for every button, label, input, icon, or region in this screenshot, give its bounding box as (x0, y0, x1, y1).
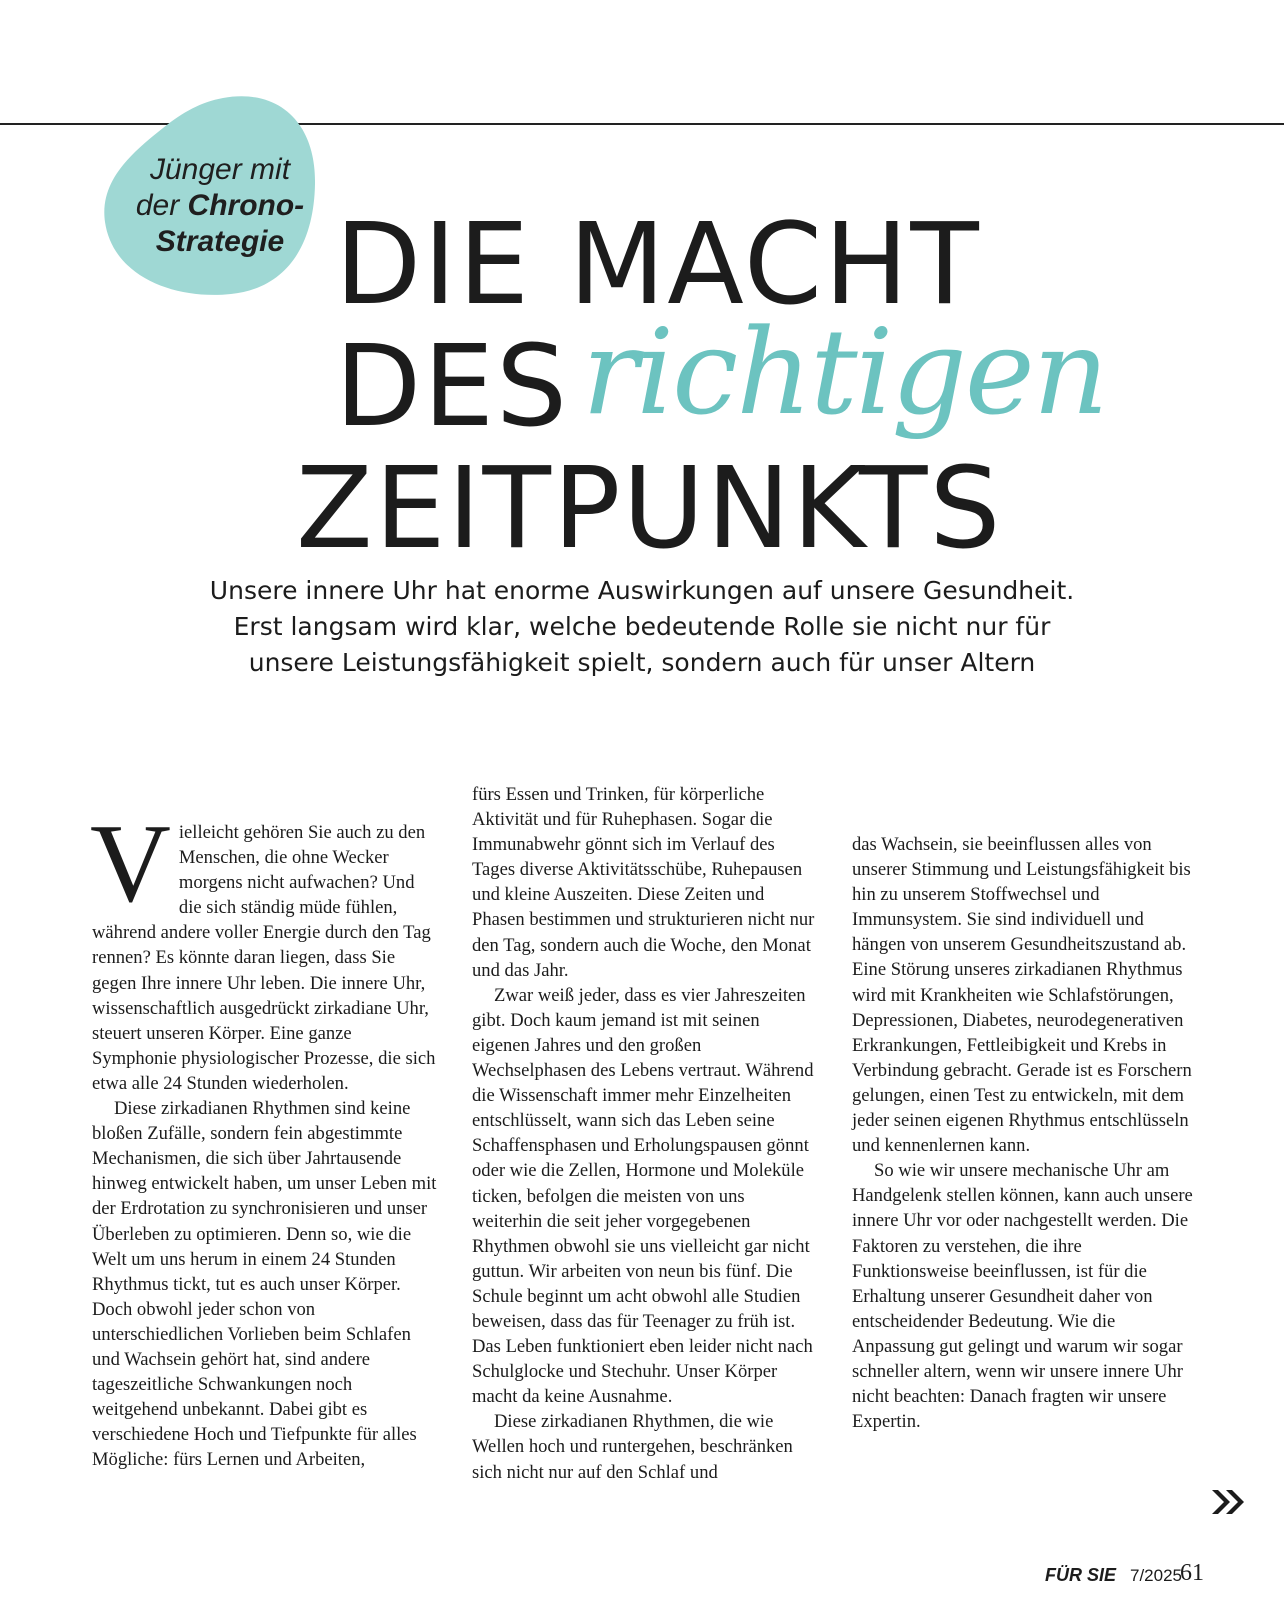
footer-issue: 7/2025 (1130, 1566, 1182, 1585)
paragraph: das Wachsein, sie beeinflussen alles von unserer Stimmung und Leistungsfähigkeit bis hin zu unserem Stoffwechsel und Immunsystem. Sie sind individuell und hängen von unserem Gesundheitszustand ab. Eine Störung unseres zirkadianen Rhythmus wird mit Krankheiten wie Schlafstörungen, Depressionen, Diabetes, neurodegenerativen Erkrankungen, Fettleibigkeit und Krebs in Verbindung gebracht. Gerade ist es Forschern gelungen, einen Test zu entwickeln, mit dem jeder seinen eigenen Rhythmus entschlüsseln und kennenlernen kann. (852, 834, 1192, 1157)
paragraph (90, 802, 437, 1096)
footer-magazine-name: FÜR SIE (1045, 1565, 1117, 1585)
intro-teaser: Unsere innere Uhr hat enorme Auswirkungen auf unsere Gesundheit. Erst langsam wird klar, welche bedeutende Rolle sie nicht nur für unsere Leistungsfähigkeit spielt, sondern auch für unser Altern (209, 576, 1075, 677)
drop-cap: V (90, 802, 171, 926)
headline-line-1: DIE MACHT (335, 200, 981, 330)
kicker-line-2-pre: der (135, 189, 188, 222)
body-column-2 (472, 782, 817, 1485)
paragraph: Diese zirkadianen Rhythmen sind keine bloßen Zufälle, sondern fein abgestimmte Mechanismen, die sich über Jahrtausende hinweg entwickelt haben, um unser Leben mit der Erdrotation zu synchronisieren und unser Überleben zu optimieren. Denn so, wie die Welt um uns herum in einem 24 Stunden Rhythmus tickt, tut es auch unser Körper. Doch obwohl jeder schon von unterschiedlichen Vorlieben beim Schlafen und Wachsein gehört hat, sind andere tageszeitliche Schwankungen noch weitgehend unbekannt. Dabei gibt es verschiedene Hoch und Tiefpunkte für alles Mögliche: fürs Lernen und Arbeiten, (92, 1098, 437, 1471)
paragraph-text: ielleicht gehören Sie auch zu den Menschen, die ohne Wecker morgens nicht aufwachen? Und die sich ständig müde fühlen, während andere voller Energie durch den Tag rennen? Es könnte daran liegen, dass Sie gegen Ihre innere Uhr leben. Die innere Uhr, wissenschaftlich ausgedrückt zirkadiane Uhr, steuert unseren Körper. Eine ganze Symphonie physiologischer Prozesse, die sich etwa alle 24 Stunden wiederholen. (92, 822, 436, 1094)
body-column-3 (852, 832, 1197, 1434)
paragraph: Zwar weiß jeder, dass es vier Jahreszeiten gibt. Doch kaum jemand ist mit seinen eigenen Jahres und den großen Wechselphasen des Lebens vertraut. Während die Wissenschaft immer mehr Einzelheiten entschlüsselt, wann sich das Leben seine Schaffensphasen und Erholungspausen gönnt oder wie die Zellen, Hormone und Moleküle ticken, befolgen die meisten von uns weiterhin die seit jeher vorgegebenen Rhythmen obwohl sie uns vielleicht gar nicht guttun. Wir arbeiten von neun bis fünf. Die Schule beginnt um acht obwohl alle Studien beweisen, dass das für Teenager zu früh ist. Das Leben funktioniert eben leider nicht nach Schulglocke und Stechuhr. Unser Körper macht da keine Ausnahme. (472, 984, 814, 1408)
kicker-line-2-bold: Chrono- (187, 189, 305, 222)
double-arrow-right-icon (1212, 1488, 1248, 1516)
kicker-line-1: Jünger mit (149, 153, 291, 186)
kicker-line-3: Strategie (155, 225, 285, 258)
kicker-line-2 (120, 188, 320, 224)
page-number: 61 (1180, 1560, 1204, 1586)
paragraph: Diese zirkadianen Rhythmen, die wie Wellen hoch und runtergehen, beschränken sich nicht nur auf den Schlaf und (472, 1411, 793, 1483)
body-column-1 (90, 802, 437, 1472)
paragraph: So wie wir unsere mechanische Uhr am Handgelenk stellen können, kann auch unsere innere Uhr vor oder nachgestellt werden. Die Faktoren zu verstehen, die ihre Funktionsweise beeinflussen, ist für die Erhaltung unserer Gesundheit daher von entscheidender Bedeutung. Wie die Anpassung gut gelingt und warum wir sogar schneller altern, wenn wir unsere innere Uhr nicht beachten: Danach fragten wir unsere Expertin. (852, 1160, 1193, 1433)
headline-line-3: ZEITPUNKTS (296, 444, 1003, 574)
headline-script-word: richtigen (582, 303, 1107, 441)
paragraph: fürs Essen und Trinken, für körperliche Aktivität und für Ruhephasen. Sogar die Immunabwehr gönnt sich im Verlauf des Tages diverse Aktivitätsschübe, Ruhepausen und kleine Auszeiten. Diese Zeiten und Phasen bestimmen und strukturieren nicht nur den Tag, sondern auch die Woche, den Monat und das Jahr. (472, 784, 815, 981)
headline-line-2: DES (335, 322, 570, 452)
kicker (120, 152, 320, 260)
